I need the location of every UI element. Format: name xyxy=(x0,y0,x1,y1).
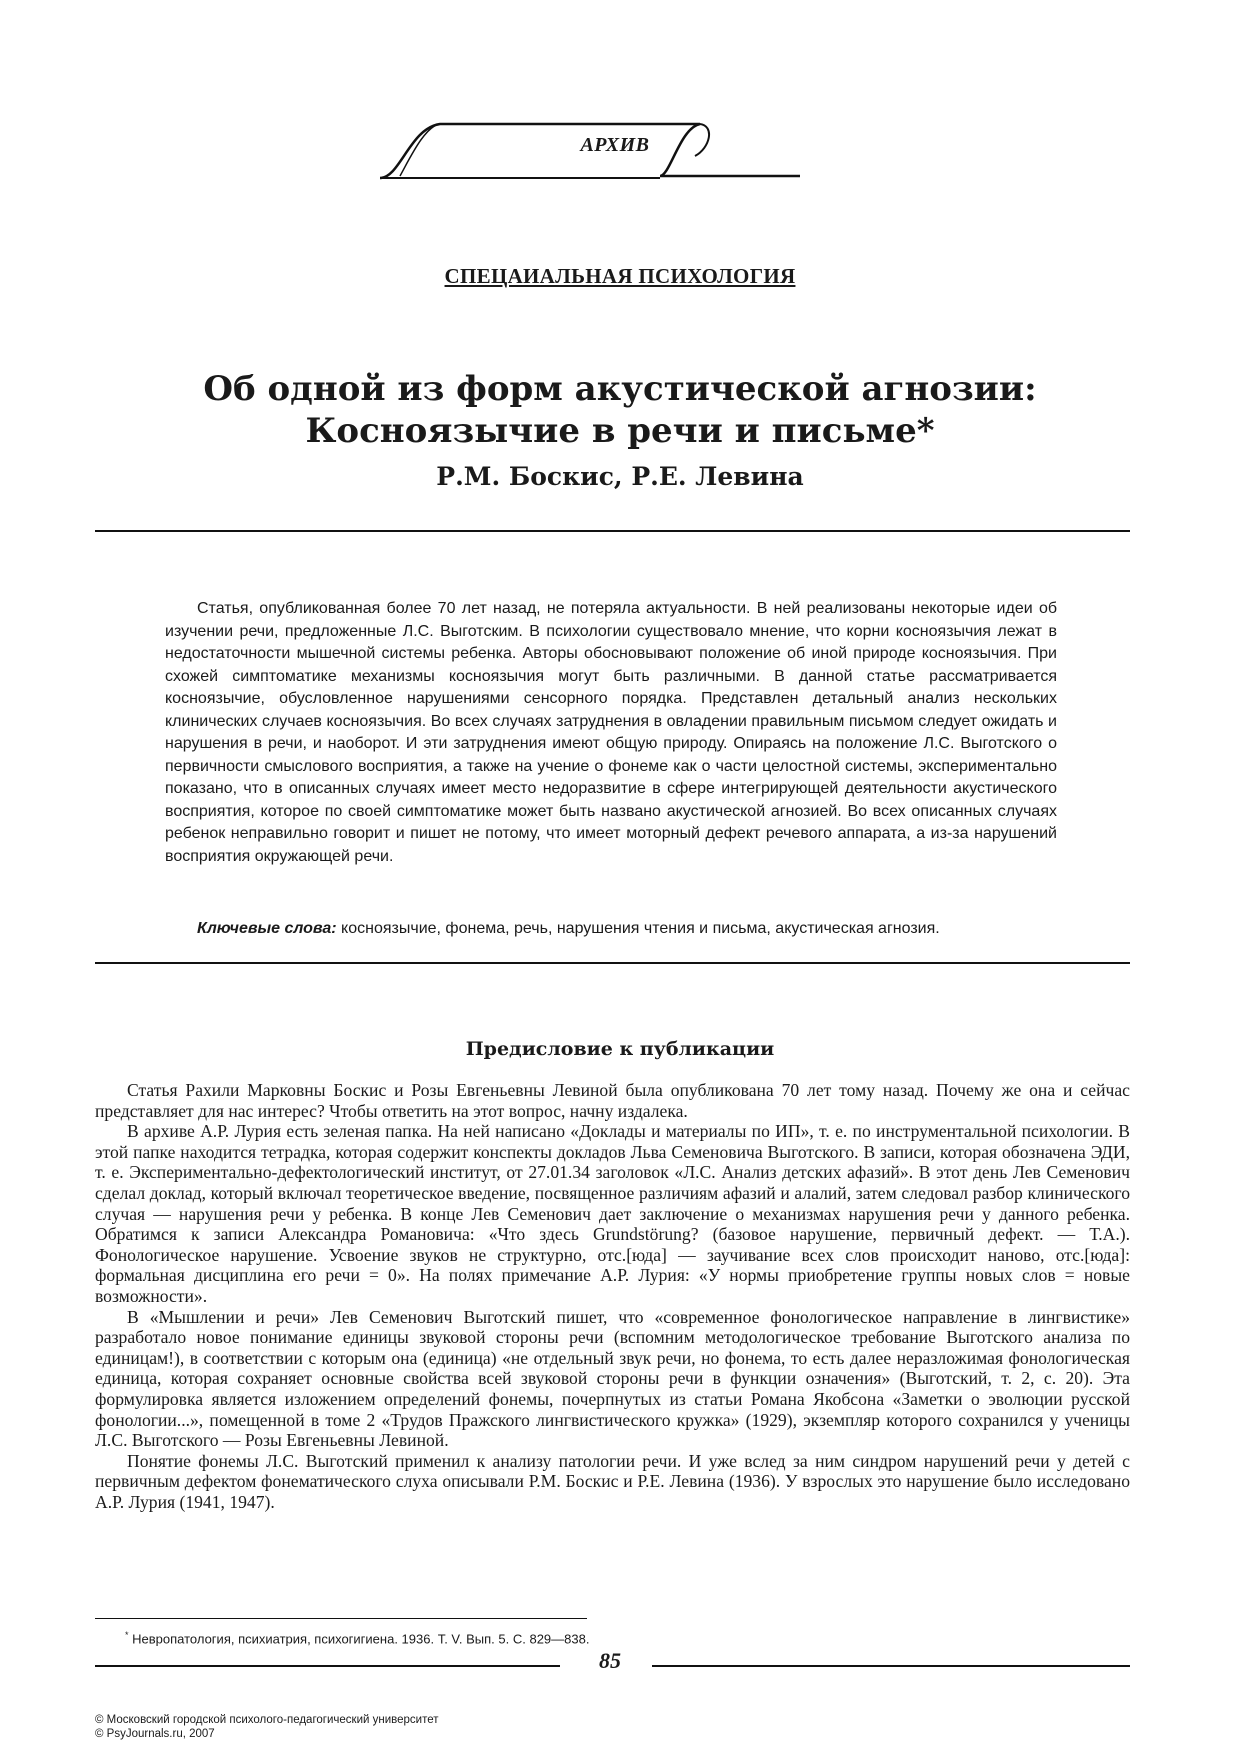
preface-paragraph: Понятие фонемы Л.С. Выготский применил к анализу патологии речи. И уже вслед за ним синдром нарушений речи у детей с первичным дефектом фонематического слуха описывали Р.М. Боскис и Р.Е. Левина (1936). У взрослых это нарушение было исследовано А.Р. Лурия (1941, 1947). xyxy=(95,1450,1130,1512)
page-number-rule-right xyxy=(652,1665,1130,1667)
article-authors: Р.М. Боскис, Р.Е. Левина xyxy=(436,462,804,491)
footnote-rule xyxy=(95,1618,587,1619)
footnote-text: Невропатология, психиатрия, психогигиена. 1936. Т. V. Вып. 5. С. 829—838. xyxy=(128,1631,590,1647)
preface-heading: Предисловие к публикации xyxy=(465,1038,775,1060)
abstract-top-rule xyxy=(95,530,1130,532)
keywords-label: Ключевые слова: xyxy=(197,920,337,937)
footnote-mark: * xyxy=(125,1630,129,1640)
copyright-notice xyxy=(95,1713,795,1741)
keywords xyxy=(165,918,1057,940)
page-number-rule-left xyxy=(95,1665,560,1667)
article-title xyxy=(0,368,1240,452)
title-line-2: Косноязычие в речи и письме* xyxy=(305,411,935,451)
copyright-line-1: © Московский городской психолого-педагогический университет xyxy=(95,1714,439,1726)
footnote xyxy=(125,1630,1025,1646)
page-number: 85 xyxy=(599,1648,621,1673)
abstract-bottom-rule xyxy=(95,962,1130,964)
section-heading: СПЕЦАИАЛЬНАЯ ПСИХОЛОГИЯ xyxy=(444,264,796,288)
keywords-text: косноязычие, фонема, речь, нарушения чтения и письма, акустическая агнозия. xyxy=(336,920,940,937)
copyright-line-2: © PsyJournals.ru, 2007 xyxy=(95,1728,215,1740)
abstract-text: Статья, опубликованная более 70 лет назад, не потеряла актуальности. В ней реализованы некоторые идеи об изучении речи, предложенные Л.С. Выготским. В психологии существовало мнение, что корни косноязычия лежат в недостаточности мышечной системы ребенка. Авторы обосновывают положение об иной природе косноязычия. При схожей симптоматике механизмы косноязычия могут быть различными. В данной статье рассматривается косноязычие, обусловленное нарушениями сенсорного порядка. Представлен детальный анализ нескольких клинических случаев косноязычия. Во всех случаях затруднения в овладении правильным письмом следует ожидать и нарушения в речи, и наоборот. И эти затруднения имеют общую природу. Опираясь на положение Л.С. Выготского о первичности смыслового восприятия, а также на учение о фонеме как о части целостной системы, экспериментально показано, что в описанных случаях имеет место недоразвитие в сфере интегрирующей деятельности акустического восприятия, которое по своей симптоматике может быть названо акустической агнозией. Во всех описанных случаях ребенок неправильно говорит и пишет не потому, что имеет моторный дефект речевого аппарата, а из-за нарушений восприятия окружающей речи. xyxy=(165,600,1057,865)
banner-label: АРХИВ xyxy=(580,134,650,156)
preface-paragraph: В «Мышлении и речи» Лев Семенович Выготский пишет, что «современное фонологическое направление в лингвистике» разработало новое понимание единицы звуковой стороны речи (вспомним методологическое требование Выготского анализа по единицам!), в соответствии с которым она (единица) «не отдельный звук речи, но фонема, то есть далее неразложимая фонологическая единица, которая сохраняет основные свойства всей звуковой стороны речи в функции означения» (Выготский, т. 2, с. 20). Эта формулировка является изложением определений фонемы, почерпнутых из статьи Романа Якобсона «Заметки о эволюции русской фонологии...», помещенной в томе 2 «Трудов Пражского лингвистического кружка» (1929), экземпляр которого сохранился у ученицы Л.С. Выготского — Розы Евгеньевны Левиной. xyxy=(95,1306,1130,1451)
preface-paragraph: В архиве А.Р. Лурия есть зеленая папка. На ней написано «Доклады и материалы по ИП», т. е. по инструментальной психологии. В этой папке находится тетрадка, которая содержит конспекты докладов Льва Семеновича Выготского. В записи, которая обозначена ЭДИ, т. е. Экспериментально-дефектологический институт, от 27.01.34 заголовок «Л.С. Анализ детских афазий». В этот день Лев Семенович сделал доклад, который включал теоретическое введение, посвященное различиям афазий и алалий, затем следовал разбор клинического случая — нарушения речи у ребенка. В конце Лев Семенович дает заключение о механизмах нарушения речи у данного ребенка. Обратимся к записи Александра Романовича: «Что здесь Grundstörung? (базовое нарушение, первичный дефект. — Т.А.). Фонологическое нарушение. Усвоение звуков не структурно, отс.[юда] — заучивание всех слов происходит наново, отс.[юда]: формальная дисциплина его речи = 0». На полях примечание А.Р. Лурия: «У нормы приобретение группы новых слов = новые возможности». xyxy=(95,1121,1130,1306)
preface-paragraph: Статья Рахили Марковны Боскис и Розы Евгеньевны Левиной была опубликована 70 лет тому назад. Почему же она и сейчас представляет для нас интерес? Чтобы ответить на этот вопрос, начну издалека. xyxy=(95,1080,1130,1121)
title-line-1: Об одной из форм акустической агнозии: xyxy=(203,369,1037,409)
preface-body xyxy=(95,1080,1130,1512)
